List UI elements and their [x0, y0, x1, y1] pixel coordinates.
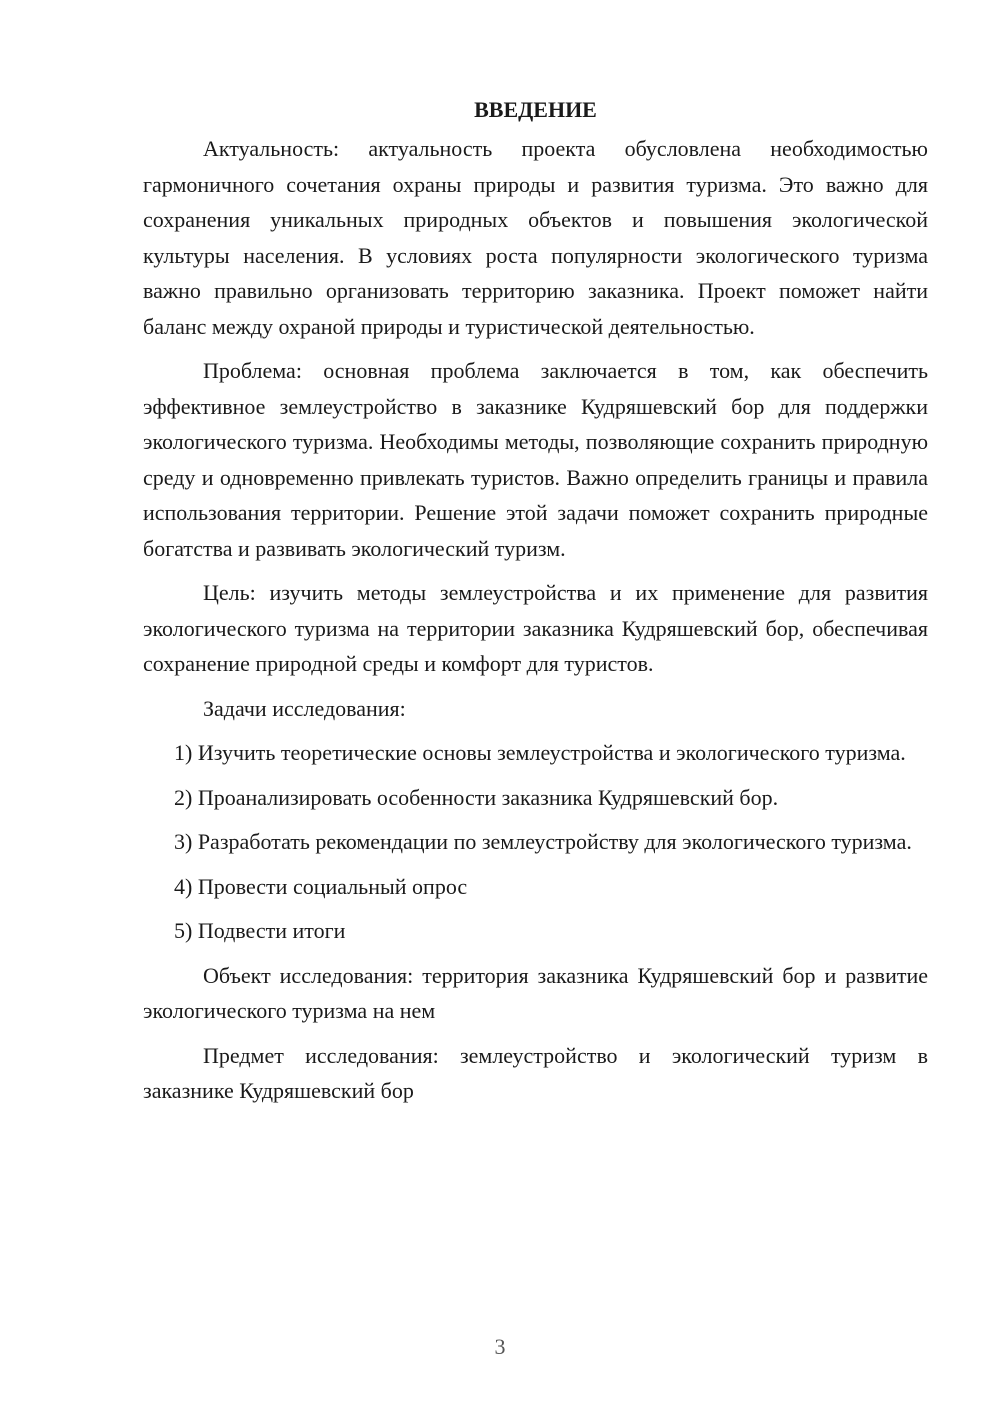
task-item-5: 5) Подвести итоги — [174, 918, 346, 943]
task-item-3: 3) Разработать рекомендации по землеустройству для экологического туризма. — [174, 829, 912, 854]
page-number: 3 — [494, 1334, 506, 1359]
paragraph-problem: Проблема: основная проблема заключается в том, как обеспечить эффективное землеустройство в заказнике Кудряшевский бор для поддержки экологического туризма. Необходимы методы, позволяющие сохранить природную среду и одновременно привлекать туристов. Важно определить границы и правила использования территории. Решение этой задачи поможет сохранить природные богатства и развивать экологический туризм. — [143, 358, 928, 561]
paragraph-goal: Цель: изучить методы землеустройства и их применение для развития экологического туризма на территории заказника Кудряшевский бор, обеспечивая сохранение природной среды и комфорт для туристов. — [143, 580, 928, 676]
document-page — [143, 95, 928, 1118]
paragraph-relevance: Актуальность: актуальность проекта обусловлена необходимостью гармоничного сочетания охраны природы и развития туризма. Это важно для сохранения уникальных природных объектов и повышения экологической культуры населения. В условиях роста популярности экологического туризма важно правильно организовать территорию заказника. Проект поможет найти баланс между охраной природы и туристической деятельностью. — [143, 136, 928, 339]
paragraph-subject: Предмет исследования: землеустройство и экологический туризм в заказнике Кудряшевский бор — [143, 1042, 928, 1103]
task-item-1: 1) Изучить теоретические основы землеустройства и экологического туризма. — [174, 740, 906, 765]
page-title: ВВЕДЕНИЕ — [474, 97, 597, 122]
task-item-4: 4) Провести социальный опрос — [174, 873, 468, 899]
task-item-2: 2) Проанализировать особенности заказника Кудряшевский бор. — [174, 784, 779, 810]
paragraph-object: Объект исследования: территория заказника Кудряшевский бор и развитие экологического туризма на нем — [143, 962, 928, 1023]
tasks-heading: Задачи исследования: — [203, 695, 406, 721]
